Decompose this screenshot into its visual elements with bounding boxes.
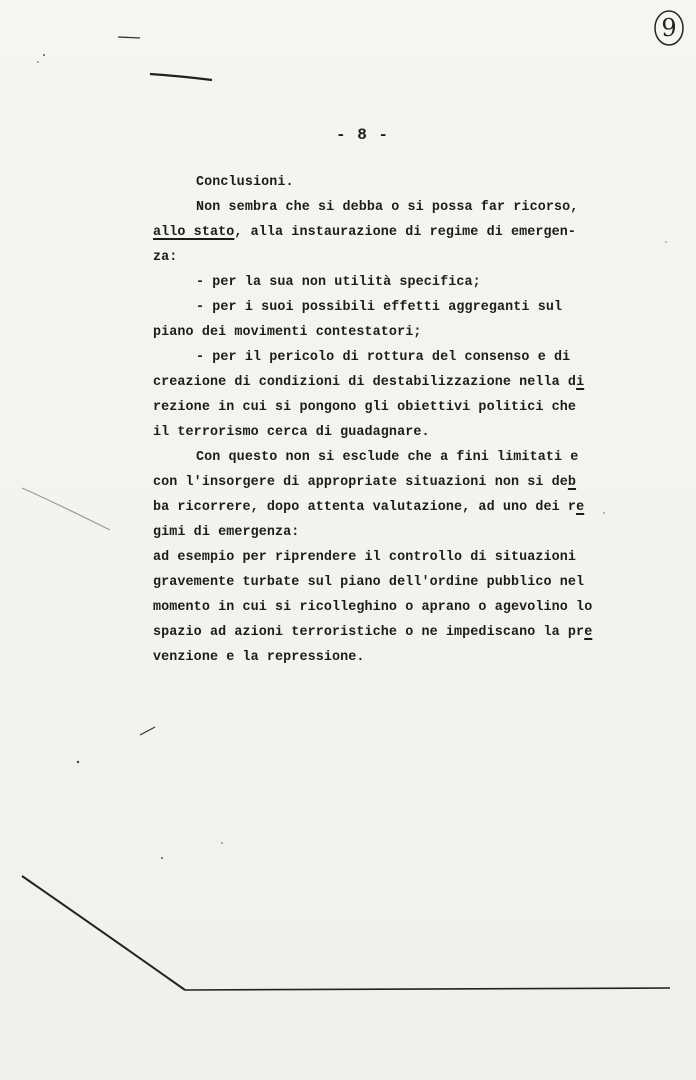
text-line: venzione e la repressione.	[153, 650, 365, 665]
handwritten-number-text: 9	[661, 14, 677, 42]
hyphenation-mark: i	[576, 375, 585, 390]
bullet-item: - per il pericolo di rottura del consenso e di	[196, 350, 571, 365]
text-line: Non sembra che si debba o si possa far ricorso,	[196, 200, 579, 215]
handwritten-page-number	[652, 8, 686, 48]
text-line	[153, 625, 592, 641]
text-line: za:	[153, 250, 178, 265]
text-fragment: con l'insorgere di appropriate situazioni non si de	[153, 475, 568, 490]
section-heading: Conclusioni.	[196, 175, 294, 190]
hyphenation-mark: b	[567, 475, 577, 490]
text-fragment: , alla instaurazione di regime di emergen-	[234, 225, 577, 240]
text-line: Con questo non si esclude che a fini limitati e	[196, 450, 579, 465]
text-line	[153, 375, 584, 391]
hyphenation-mark: e	[584, 625, 593, 640]
text-line	[153, 475, 576, 491]
text-line: il terrorismo cerca di guadagnare.	[153, 425, 430, 440]
text-line: gimi di emergenza:	[153, 525, 300, 540]
bullet-item: - per i suoi possibili effetti aggreganti sul	[196, 300, 563, 315]
text-fragment: spazio ad azioni terroristiche o ne impediscano la pr	[153, 625, 585, 640]
text-line: momento in cui si ricolleghino o aprano o agevolino lo	[153, 600, 593, 615]
text-line: rezione in cui si pongono gli obiettivi politici che	[153, 400, 577, 415]
page-number: - 8 -	[336, 126, 390, 144]
text-line	[153, 500, 584, 516]
underlined-phrase: allo stato	[153, 225, 235, 240]
text-line: piano dei movimenti contestatori;	[153, 325, 422, 340]
text-fragment: ba ricorrere, dopo attenta valutazione, ad uno dei r	[153, 500, 577, 515]
hyphenation-mark: e	[576, 500, 585, 515]
text-fragment: creazione di condizioni di destabilizzazione nella d	[153, 375, 577, 390]
text-line	[153, 225, 576, 241]
text-line: gravemente turbate sul piano dell'ordine pubblico nel	[153, 575, 585, 590]
text-line: ad esempio per riprendere il controllo di situazioni	[153, 550, 577, 565]
bullet-item: - per la sua non utilità specifica;	[196, 275, 481, 290]
